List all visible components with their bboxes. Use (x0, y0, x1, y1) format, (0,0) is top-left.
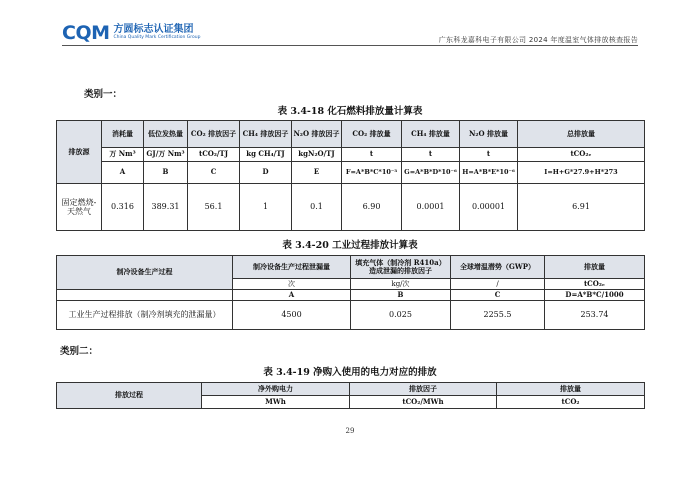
t1-value: 6.91 (518, 184, 645, 231)
t3-unit: tCO₂/MWh (350, 396, 497, 409)
t1-col-header: N₂O 排放因子 (292, 121, 342, 148)
t3-unit: tCO₂ (497, 396, 645, 409)
t1-row-header: 排放源 (57, 121, 102, 184)
t1-value: 6.90 (342, 184, 402, 231)
purchased-electricity-emission-table (56, 382, 645, 409)
t2-value: 4500 (233, 301, 351, 330)
t1-unit: tCO₂/TJ (188, 148, 240, 162)
t3-unit: MWh (202, 396, 350, 409)
t1-unit: 万 Nm³ (102, 148, 144, 162)
t1-col-header: 总排放量 (518, 121, 645, 148)
t1-col-header: CH₄ 排放量 (402, 121, 460, 148)
t2-value: 2255.5 (451, 301, 545, 330)
t3-col-header: 净外购电力 (202, 383, 350, 396)
t1-code: H=A*B*E*10⁻⁶ (460, 162, 518, 184)
t2-value: 253.74 (545, 301, 645, 330)
t1-code: G=A*B*D*10⁻⁶ (402, 162, 460, 184)
t2-code: C (451, 290, 545, 301)
header-divider (62, 45, 638, 46)
t1-code: C (188, 162, 240, 184)
t1-code: D (240, 162, 292, 184)
t2-code: D=A*B*C/1000 (545, 290, 645, 301)
t2-col-header: 制冷设备生产过程泄漏量 (233, 256, 351, 279)
industrial-process-emission-table (56, 255, 645, 330)
report-title: 广东科龙嘉科电子有限公司 2024 年度温室气体排放核查报告 (438, 36, 638, 44)
logo-mark: CQM (62, 22, 110, 44)
t1-unit: t (342, 148, 402, 162)
t1-col-header: CH₄ 排放因子 (240, 121, 292, 148)
t1-value: 0.00001 (460, 184, 518, 231)
t1-code: B (144, 162, 188, 184)
logo-chinese-name: 方圆标志认证集团 (113, 24, 194, 36)
t1-value: 56.1 (188, 184, 240, 231)
t2-col-header: 全球增温潜势（GWP） (451, 256, 545, 279)
t2-source: 工业生产过程排放（制冷剂填充的泄漏量） (57, 301, 233, 330)
table1-caption: 表 3.4-18 化石燃料排放量计算表 (277, 106, 423, 117)
t2-unit: kg/次 (351, 279, 451, 290)
t1-unit: kg CH₄/TJ (240, 148, 292, 162)
t1-source: 固定燃烧-天然气 (57, 184, 102, 231)
t1-unit: t (402, 148, 460, 162)
table2-caption: 表 3.4-20 工业过程排放计算表 (282, 240, 418, 251)
t1-col-header: CO₂ 排放量 (342, 121, 402, 148)
t3-col-header: 排放量 (497, 383, 645, 396)
t3-row-header: 排放过程 (57, 383, 202, 409)
t1-unit: t (460, 148, 518, 162)
t1-col-header: CO₂ 排放因子 (188, 121, 240, 148)
page-header (0, 0, 700, 50)
t2-value: 0.025 (351, 301, 451, 330)
t1-value: 1 (240, 184, 292, 231)
category-two-label: 类别二： (60, 346, 99, 357)
t3-col-header: 排放因子 (350, 383, 497, 396)
t1-col-header: N₂O 排放量 (460, 121, 518, 148)
t1-code: E (292, 162, 342, 184)
t1-code: I=H+G*27.9+H*273 (518, 162, 645, 184)
t1-value: 0.0001 (402, 184, 460, 231)
t1-code: F=A*B*C*10⁻³ (342, 162, 402, 184)
t1-unit: tCO₂ₑ (518, 148, 645, 162)
logo-english-name: China Quality Mark Certification Group (113, 35, 201, 41)
t1-col-header: 消耗量 (102, 121, 144, 148)
table-row (57, 301, 645, 330)
t2-col-header: 排放量 (545, 256, 645, 279)
page-number: 29 (345, 427, 355, 435)
fossil-fuel-emission-table (56, 120, 645, 231)
t2-col-header: 填充气体（制冷剂 R410a）造成泄漏的排放因子 (351, 256, 451, 279)
t1-col-header: 低位发热量 (144, 121, 188, 148)
table-row (57, 184, 645, 231)
logo (62, 22, 200, 44)
t1-code: A (102, 162, 144, 184)
t1-unit: GJ/万 Nm³ (144, 148, 188, 162)
table3-caption: 表 3.4-19 净购入使用的电力对应的排放 (263, 367, 437, 378)
t2-unit: 次 (233, 279, 351, 290)
t1-value: 389.31 (144, 184, 188, 231)
t1-unit: kgN₂O/TJ (292, 148, 342, 162)
category-one-label: 类别一： (84, 89, 123, 100)
t2-unit: tCO₂ₑ (545, 279, 645, 290)
t2-row-header: 制冷设备生产过程 (57, 256, 233, 290)
t1-value: 0.1 (292, 184, 342, 231)
t2-unit: / (451, 279, 545, 290)
t1-value: 0.316 (102, 184, 144, 231)
t2-code: A (233, 290, 351, 301)
t2-code: B (351, 290, 451, 301)
